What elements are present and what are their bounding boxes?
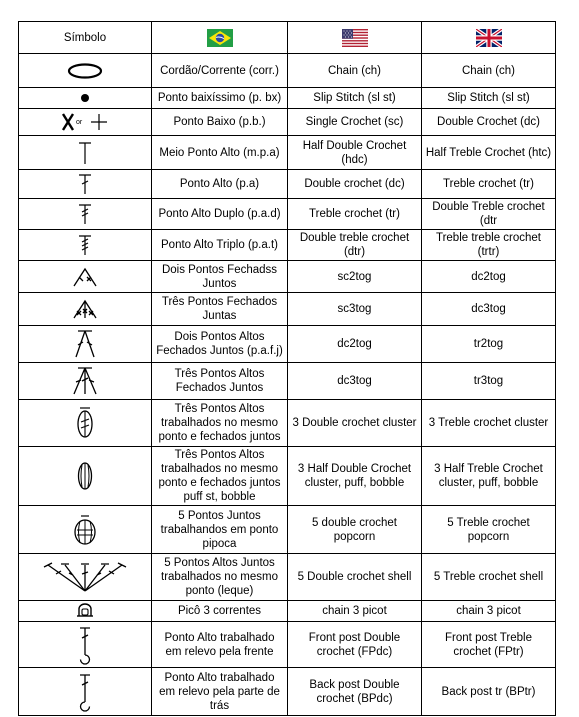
uk-name: Chain (ch) <box>422 54 556 88</box>
uk-name: Half Treble Crochet (htc) <box>422 136 556 170</box>
treble-crochet-icon <box>75 202 95 226</box>
usa-flag-cell <box>288 22 422 54</box>
symbol-cell <box>19 447 152 506</box>
table-row <box>19 136 556 170</box>
uk-name: tr2tog <box>422 326 556 363</box>
table-row <box>19 326 556 363</box>
uk-name: dc3tog <box>422 293 556 326</box>
table-row <box>19 447 556 506</box>
uk-name: Treble crochet (tr) <box>422 170 556 199</box>
portuguese-name: Ponto Alto (p.a) <box>152 170 288 199</box>
symbol-cell <box>19 230 152 261</box>
shell-icon <box>42 560 128 594</box>
double-treble-crochet-icon <box>75 233 95 257</box>
symbol-cell <box>19 199 152 230</box>
table-row <box>19 554 556 601</box>
us-name: Chain (ch) <box>288 54 422 88</box>
symbol-cell <box>19 400 152 447</box>
puff-stitch-icon <box>75 459 95 493</box>
uk-name: Back post tr (BPtr) <box>422 668 556 716</box>
dc3tog-icon <box>70 365 100 397</box>
symbol-cell <box>19 506 152 554</box>
brazil-flag-icon <box>207 29 233 47</box>
symbol-header: Símbolo <box>19 22 152 54</box>
us-name: dc2tog <box>288 326 422 363</box>
us-name: Half Double Crochet (hdc) <box>288 136 422 170</box>
uk-name: Double Crochet (dc) <box>422 109 556 136</box>
portuguese-name: Cordão/Corrente (corr.) <box>152 54 288 88</box>
symbol-cell <box>19 363 152 400</box>
symbol-cell <box>19 261 152 293</box>
us-name: Front post Double crochet (FPdc) <box>288 622 422 668</box>
us-name: 5 Double crochet shell <box>288 554 422 601</box>
uk-name: tr3tog <box>422 363 556 400</box>
sc3tog-icon <box>71 297 99 321</box>
portuguese-name: Picô 3 correntes <box>152 601 288 622</box>
table-row <box>19 293 556 326</box>
uk-name: 5 Treble crochet shell <box>422 554 556 601</box>
table-row <box>19 400 556 447</box>
portuguese-name: 5 Pontos Altos Juntos trabalhados no mesmo ponto (leque) <box>152 554 288 601</box>
symbol-cell <box>19 136 152 170</box>
us-name: Double crochet (dc) <box>288 170 422 199</box>
symbol-cell <box>19 54 152 88</box>
uk-flag-icon <box>476 29 502 47</box>
us-name: Treble crochet (tr) <box>288 199 422 230</box>
back-post-dc-icon <box>75 672 95 712</box>
or-text: or <box>76 119 83 126</box>
front-post-dc-icon <box>75 625 95 665</box>
portuguese-name: Três Pontos Altos trabalhados no mesmo ponto e fechados juntos <box>152 400 288 447</box>
portuguese-name: Três Pontos Altos trabalhados no mesmo ponto e fechados juntos puff st, bobble <box>152 447 288 506</box>
us-name: sc3tog <box>288 293 422 326</box>
us-name: chain 3 picot <box>288 601 422 622</box>
symbol-cell <box>19 601 152 622</box>
uk-name: Treble treble crochet (trtr) <box>422 230 556 261</box>
single-crochet-x-or-plus-icon <box>55 111 115 133</box>
portuguese-name: Ponto Alto Triplo (p.a.t) <box>152 230 288 261</box>
table-row <box>19 199 556 230</box>
us-name: Single Crochet (sc) <box>288 109 422 136</box>
picot-icon <box>76 603 94 619</box>
portuguese-name: Ponto Alto trabalhado em relevo pela parte de trás <box>152 668 288 716</box>
us-name: 5 double crochet popcorn <box>288 506 422 554</box>
uk-flag-cell <box>422 22 556 54</box>
portuguese-name: Ponto Baixo (p.b.) <box>152 109 288 136</box>
us-name: Double treble crochet (dtr) <box>288 230 422 261</box>
symbol-cell <box>19 170 152 199</box>
usa-flag-icon <box>342 29 368 47</box>
us-name: Slip Stitch (sl st) <box>288 88 422 109</box>
table-row <box>19 601 556 622</box>
us-name: 3 Double crochet cluster <box>288 400 422 447</box>
symbol-cell <box>19 622 152 668</box>
uk-name: 3 Half Treble Crochet cluster, puff, bobble <box>422 447 556 506</box>
us-name: sc2tog <box>288 261 422 293</box>
sc2tog-icon <box>71 265 99 289</box>
uk-name: Slip Stitch (sl st) <box>422 88 556 109</box>
symbol-cell <box>19 293 152 326</box>
portuguese-name: Ponto Alto trabalhado em relevo pela frente <box>152 622 288 668</box>
uk-name: 3 Treble crochet cluster <box>422 400 556 447</box>
half-double-crochet-icon <box>75 140 95 166</box>
table-row <box>19 88 556 109</box>
popcorn-icon <box>72 513 98 547</box>
symbol-cell <box>19 109 152 136</box>
double-crochet-icon <box>75 172 95 196</box>
dc-cluster-icon <box>74 405 96 441</box>
dc2tog-icon <box>71 328 99 360</box>
table-row <box>19 230 556 261</box>
symbol-cell <box>19 326 152 363</box>
table-row <box>19 363 556 400</box>
table-row <box>19 109 556 136</box>
table-row <box>19 170 556 199</box>
uk-name: Front post Treble crochet (FPtr) <box>422 622 556 668</box>
uk-name: 5 Treble crochet popcorn <box>422 506 556 554</box>
us-name: Back post Double crochet (BPdc) <box>288 668 422 716</box>
symbol-cell <box>19 668 152 716</box>
symbol-cell <box>19 554 152 601</box>
portuguese-name: Três Pontos Fechados Juntas <box>152 293 288 326</box>
portuguese-name: Ponto baixíssimo (p. bx) <box>152 88 288 109</box>
portuguese-name: Meio Ponto Alto (m.p.a) <box>152 136 288 170</box>
symbol-cell <box>19 88 152 109</box>
portuguese-name: Dois Pontos Altos Fechados Juntos (p.a.f.j) <box>152 326 288 363</box>
uk-name: chain 3 picot <box>422 601 556 622</box>
portuguese-name: Dois Pontos Fechadss Juntos <box>152 261 288 293</box>
portuguese-name: Três Pontos Altos Fechados Juntos <box>152 363 288 400</box>
brazil-flag-cell <box>152 22 288 54</box>
table-row <box>19 54 556 88</box>
portuguese-name: 5 Pontos Juntos trabalhandos em ponto pipoca <box>152 506 288 554</box>
uk-name: Double Treble crochet (dtr <box>422 199 556 230</box>
chain-oval-icon <box>65 62 105 80</box>
table-row <box>19 506 556 554</box>
header-row <box>19 22 556 54</box>
uk-name: dc2tog <box>422 261 556 293</box>
table-row <box>19 622 556 668</box>
us-name: dc3tog <box>288 363 422 400</box>
table-row <box>19 668 556 716</box>
slip-stitch-dot-icon <box>79 92 91 104</box>
us-name: 3 Half Double Crochet cluster, puff, bobble <box>288 447 422 506</box>
portuguese-name: Ponto Alto Duplo (p.a.d) <box>152 199 288 230</box>
crochet-symbols-table <box>18 21 556 716</box>
table-row <box>19 261 556 293</box>
